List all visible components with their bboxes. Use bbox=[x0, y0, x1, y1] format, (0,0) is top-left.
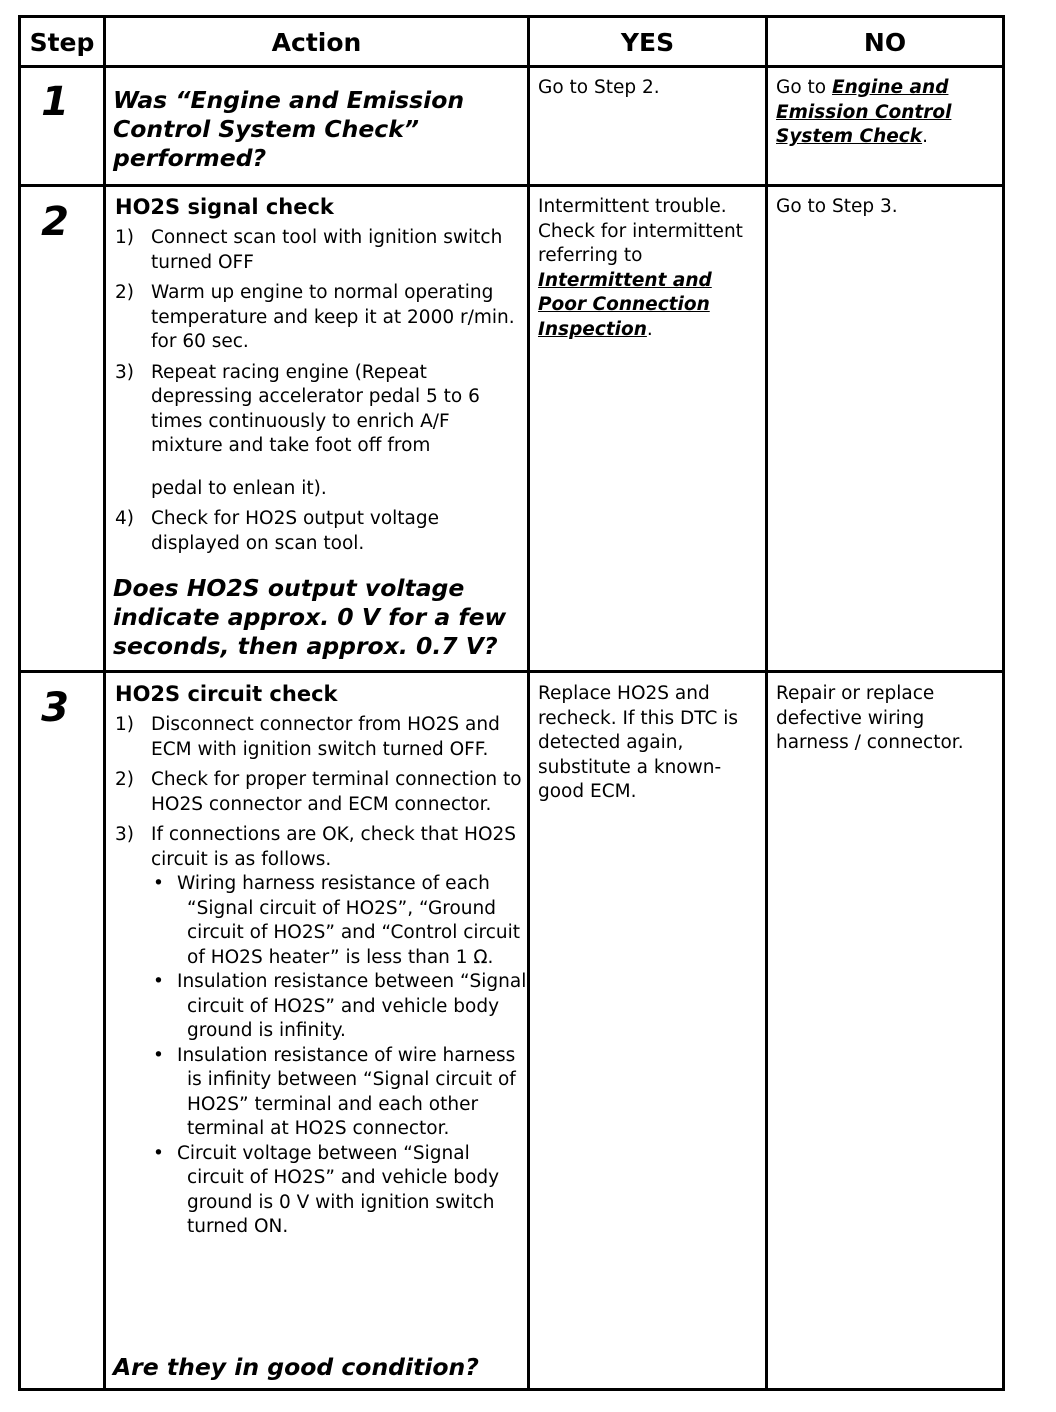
step-number: 2 bbox=[41, 199, 69, 245]
row-divider bbox=[21, 184, 1002, 187]
header-action: Action bbox=[271, 28, 362, 57]
step-number: 1 bbox=[41, 79, 69, 125]
no-text: Repair or replace defective wiring harness / connector. bbox=[776, 683, 964, 753]
yes-text bbox=[538, 195, 762, 342]
list-item: 1) Connect scan tool with ignition switch turned OFF bbox=[115, 227, 503, 273]
step-action bbox=[115, 681, 527, 1240]
header-no: NO bbox=[863, 28, 907, 57]
column-divider bbox=[103, 18, 106, 1388]
step-number: 3 bbox=[41, 685, 69, 731]
step-question: Was “Engine and Emission Control System Check” performed? bbox=[113, 86, 465, 172]
column-divider bbox=[527, 18, 530, 1388]
list-item: 1) Disconnect connector from HO2S and ECM with ignition switch turned OFF. bbox=[115, 714, 500, 760]
bullet-item: • Wiring harness resistance of each “Signal circuit of HO2S”, “Ground circuit of HO2S” and “Control circuit of HO2S heater” is less than 1 Ω. bbox=[153, 873, 521, 968]
bullet-item: • Insulation resistance between “Signal circuit of HO2S” and vehicle body ground is infinity. bbox=[153, 971, 527, 1041]
bullet-item: • Insulation resistance of wire harness is infinity between “Signal circuit of HO2S” terminal and each other terminal at HO2S connector. bbox=[153, 1044, 516, 1139]
no-text: Go to Step 3. bbox=[776, 196, 898, 217]
intermittent-inspection-link[interactable]: Intermittent and Poor Connection Inspection bbox=[538, 269, 712, 340]
yes-text: Go to Step 2. bbox=[538, 77, 660, 98]
bullet-item: • Circuit voltage between “Signal circuit of HO2S” and vehicle body ground is 0 V with ignition switch turned ON. bbox=[153, 1142, 500, 1237]
header-yes: YES bbox=[620, 28, 675, 57]
list-item: pedal to enlean it). bbox=[151, 477, 327, 499]
list-item: 3) If connections are OK, check that HO2S circuit is as follows. bbox=[115, 824, 517, 870]
list-item: 4) Check for HO2S output voltage displayed on scan tool. bbox=[115, 508, 439, 554]
no-suffix: . bbox=[922, 126, 928, 147]
no-prefix: Go to bbox=[776, 77, 832, 98]
diagnostic-table bbox=[18, 15, 1005, 1391]
step-title: HO2S circuit check bbox=[115, 682, 338, 706]
step-title: HO2S signal check bbox=[115, 195, 334, 219]
engine-emission-check-link[interactable]: Engine and Emission Control System Check bbox=[776, 77, 952, 147]
list-item: 2) Check for proper terminal connection to HO2S connector and ECM connector. bbox=[115, 769, 522, 815]
no-text bbox=[776, 76, 996, 150]
list-item: 2) Warm up engine to normal operating temperature and keep it at 2000 r/min. for 60 sec. bbox=[115, 282, 515, 352]
yes-prefix: Intermittent trouble. Check for intermittent referring to bbox=[538, 196, 743, 266]
step-question: Are they in good condition? bbox=[113, 1353, 479, 1381]
step-question: Does HO2S output voltage indicate approx. 0 V for a few seconds, then approx. 0.7 V? bbox=[113, 574, 507, 660]
header-step: Step bbox=[29, 28, 95, 57]
yes-suffix: . bbox=[646, 318, 653, 340]
yes-text: Replace HO2S and recheck. If this DTC is detected again, substitute a known-good ECM. bbox=[538, 683, 739, 802]
row-divider bbox=[21, 670, 1002, 673]
list-item: 3) Repeat racing engine (Repeat depressing accelerator pedal 5 to 6 times continuously to enrich A/F mixture and take foot off from bbox=[115, 361, 480, 456]
column-divider bbox=[765, 18, 768, 1388]
step-action bbox=[115, 194, 525, 556]
